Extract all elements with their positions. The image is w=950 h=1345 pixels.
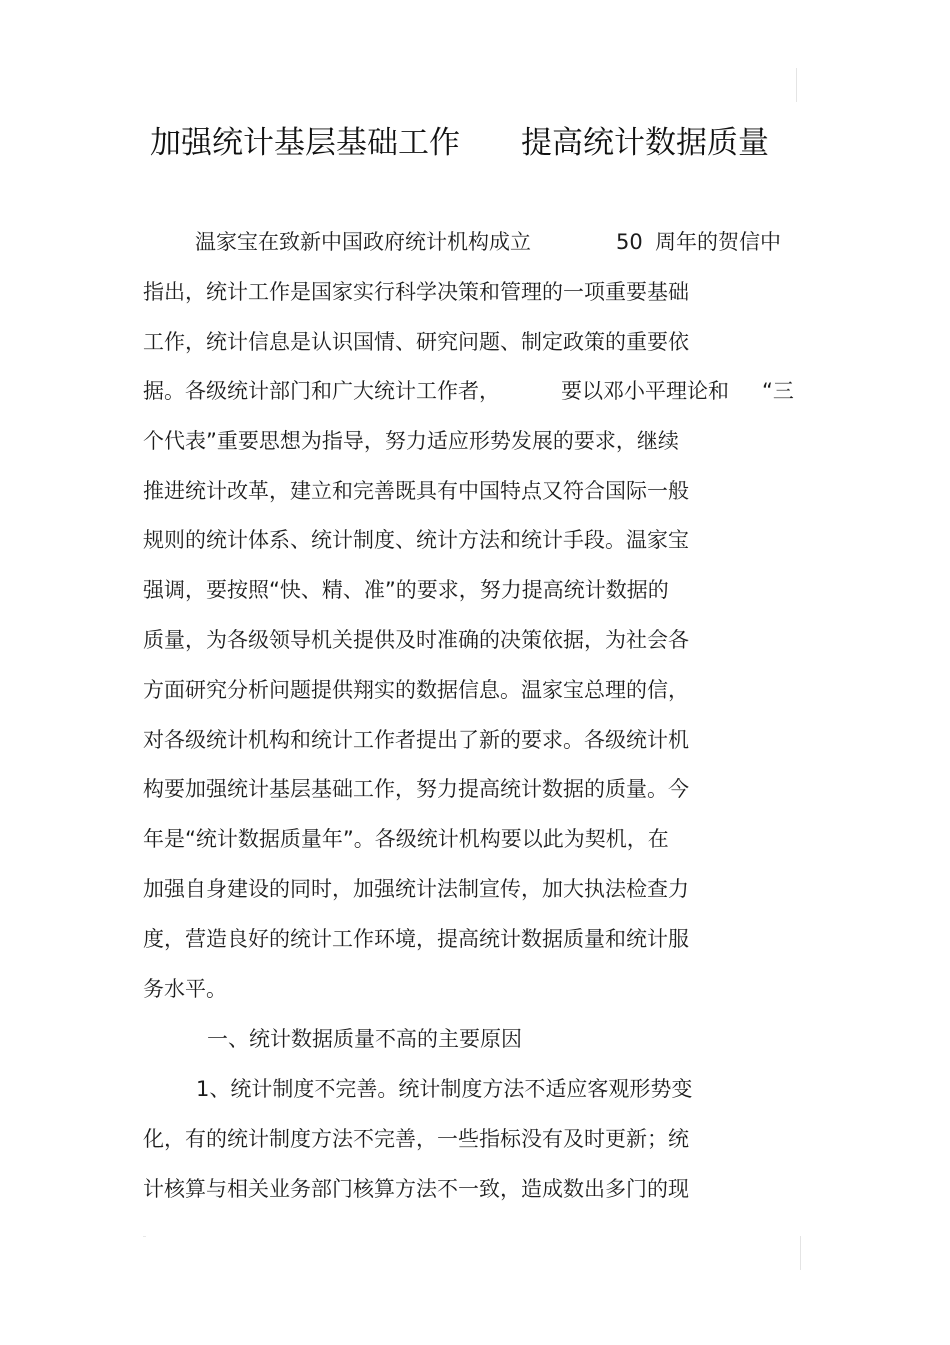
paragraph-line: 规则的统计体系、统计制度、统计方法和统计手段。温家宝: [143, 528, 689, 552]
page-edge-mark-top: [796, 68, 797, 102]
paragraph-line: 指出，统计工作是国家实行科学决策和管理的一项重要基础: [143, 280, 689, 304]
paragraph-line: 1、统计制度不完善。统计制度方法不适应客观形势变: [196, 1077, 693, 1101]
paragraph-line: [143, 227, 823, 257]
paragraph-line: [143, 376, 823, 406]
line-segment: 温家宝在致新中国政府统计机构成立: [195, 230, 531, 254]
paragraph-line: 度，营造良好的统计工作环境，提高统计数据质量和统计服: [143, 927, 689, 951]
paragraph-line: 化，有的统计制度方法不完善，一些指标没有及时更新；统: [143, 1127, 689, 1151]
paragraph-line: 年是“统计数据质量年”。各级统计机构要以此为契机，在: [143, 827, 669, 851]
paragraph-line: 计核算与相关业务部门核算方法不一致，造成数出多门的现: [143, 1177, 689, 1201]
line-segment-number: 50: [616, 230, 643, 254]
paragraph-line: 方面研究分析问题提供翔实的数据信息。温家宝总理的信，: [143, 678, 689, 702]
paragraph-line: 加强自身建设的同时，加强统计法制宣传，加大执法检查力: [143, 877, 689, 901]
line-segment: “三: [762, 379, 794, 403]
paragraph-line: 工作，统计信息是认识国情、研究问题、制定政策的重要依: [143, 330, 689, 354]
page-corner-mark: [143, 1236, 146, 1237]
section-heading: 一、统计数据质量不高的主要原因: [207, 1027, 522, 1051]
line-segment: 要以邓小平理论和: [561, 379, 729, 403]
title-part-2: 提高统计数据质量: [521, 125, 769, 161]
page-edge-mark-bottom: [800, 1236, 801, 1270]
line-segment: 周年的贺信中: [655, 230, 781, 254]
line-segment: 据。各级统计部门和广大统计工作者，: [143, 379, 500, 403]
paragraph-line: 对各级统计机构和统计工作者提出了新的要求。各级统计机: [143, 728, 689, 752]
paragraph-line: 强调，要按照“快、精、准”的要求，努力提高统计数据的: [143, 578, 669, 602]
paragraph-line: 构要加强统计基层基础工作，努力提高统计数据的质量。今: [143, 777, 689, 801]
document-title: [150, 121, 850, 165]
paragraph-line: 质量，为各级领导机关提供及时准确的决策依据，为社会各: [143, 628, 689, 652]
paragraph-line: 个代表”重要思想为指导，努力适应形势发展的要求，继续: [143, 429, 679, 453]
title-part-1: 加强统计基层基础工作: [150, 125, 460, 161]
paragraph-line: 推进统计改革，建立和完善既具有中国特点又符合国际一般: [143, 479, 689, 503]
paragraph-line: 务水平。: [143, 977, 227, 1001]
